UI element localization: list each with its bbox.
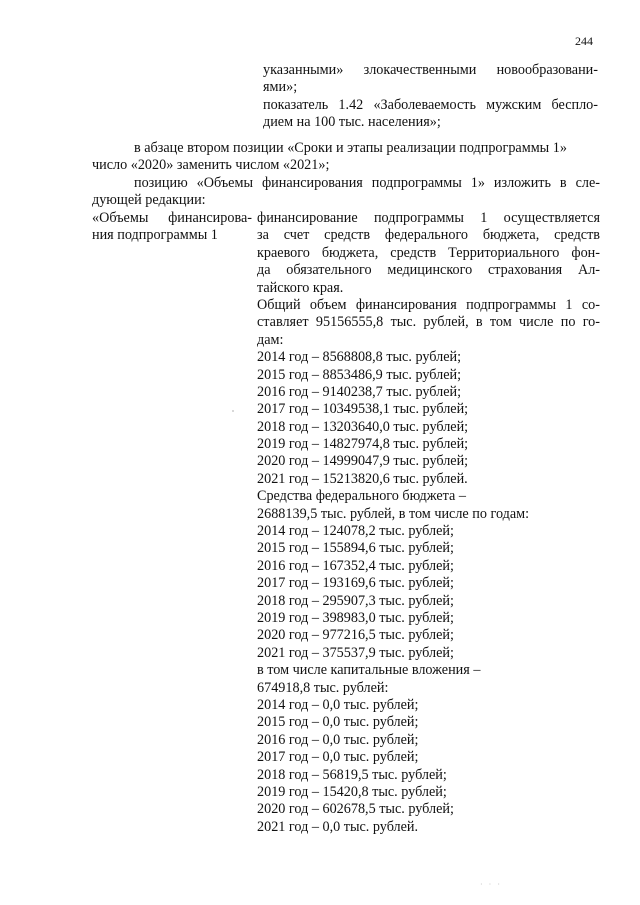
financing-line: 2015 год – 8853486,9 тыс. рублей; [257,366,462,383]
financing-line: 2019 год – 14827974,8 тыс. рублей; [257,436,469,453]
continuation-line: дием на 100 тыс. населения»; [263,114,441,131]
financing-line: 2021 год – 375537,9 тыс. рублей; [257,644,454,661]
financing-line: за счет средств федерального бюджета, средств [257,227,600,244]
financing-line: 2020 год – 602678,5 тыс. рублей; [257,801,454,818]
scan-noise: · · · [480,880,502,889]
financing-line: Средства федерального бюджета – [257,488,466,505]
financing-line: 2015 год – 155894,6 тыс. рублей; [257,540,454,557]
financing-line: тайского края. [257,279,344,296]
financing-line: в том числе капитальные вложения – [257,662,481,679]
financing-line: ставляет 95156555,8 тыс. рублей, в том числе по го- [257,314,600,331]
financing-line: 2018 год – 13203640,0 тыс. рублей; [257,418,469,435]
financing-label-cell [92,210,252,245]
amendment-text [92,140,600,210]
amendment-line: в абзаце втором позиции «Сроки и этапы реализации подпрограммы 1» [134,140,567,156]
financing-line: краевого бюджета, средств Территориального фон- [257,244,600,261]
financing-line: да обязательного медицинского страхования Ал- [257,262,600,279]
financing-line: 2015 год – 0,0 тыс. рублей; [257,714,419,731]
financing-line: 2016 год – 0,0 тыс. рублей; [257,731,419,748]
financing-line: 2021 год – 15213820,6 тыс. рублей. [257,470,468,487]
financing-line: 2021 год – 0,0 тыс. рублей. [257,818,419,835]
financing-details-cell [257,210,600,836]
continuation-text [263,62,598,132]
financing-line: 2019 год – 15420,8 тыс. рублей; [257,783,447,800]
amendment-line: позицию «Объемы финансирования подпрограммы 1» изложить в сле- [134,174,600,191]
amendment-line: дующей редакции: [92,192,206,209]
financing-line: 2014 год – 0,0 тыс. рублей; [257,696,419,713]
label-line: «Объемы финансирова- [92,210,252,226]
financing-line: финансирование подпрограммы 1 осуществляется [257,210,600,226]
financing-line: 2017 год – 0,0 тыс. рублей; [257,749,419,766]
financing-line: 2020 год – 14999047,9 тыс. рублей; [257,453,469,470]
continuation-line: указанными» злокачественными новообразовани- [263,62,598,78]
financing-line: 2688139,5 тыс. рублей, в том числе по годам: [257,505,530,522]
financing-line: 2018 год – 56819,5 тыс. рублей; [257,766,447,783]
financing-line: 2016 год – 167352,4 тыс. рублей; [257,557,454,574]
financing-line: дам: [257,331,284,348]
label-line: ния подпрограммы 1 [92,227,218,244]
financing-line: 2017 год – 10349538,1 тыс. рублей; [257,401,469,418]
financing-line: Общий объем финансирования подпрограммы 1 со- [257,296,600,313]
financing-line: 2014 год – 8568808,8 тыс. рублей; [257,349,462,366]
amendment-line: число «2020» заменить числом «2021»; [92,157,330,174]
financing-line: 674918,8 тыс. рублей: [257,679,389,696]
continuation-line: ями»; [263,79,298,96]
financing-line: 2018 год – 295907,3 тыс. рублей; [257,592,454,609]
continuation-line: показатель 1.42 «Заболеваемость мужским беспло- [263,96,598,113]
page-number: 244 [575,34,593,48]
financing-line: 2020 год – 977216,5 тыс. рублей; [257,627,454,644]
scan-speck [232,410,234,412]
financing-line: 2014 год – 124078,2 тыс. рублей; [257,523,454,540]
financing-line: 2017 год – 193169,6 тыс. рублей; [257,575,454,592]
financing-line: 2019 год – 398983,0 тыс. рублей; [257,609,454,626]
financing-line: 2016 год – 9140238,7 тыс. рублей; [257,383,462,400]
